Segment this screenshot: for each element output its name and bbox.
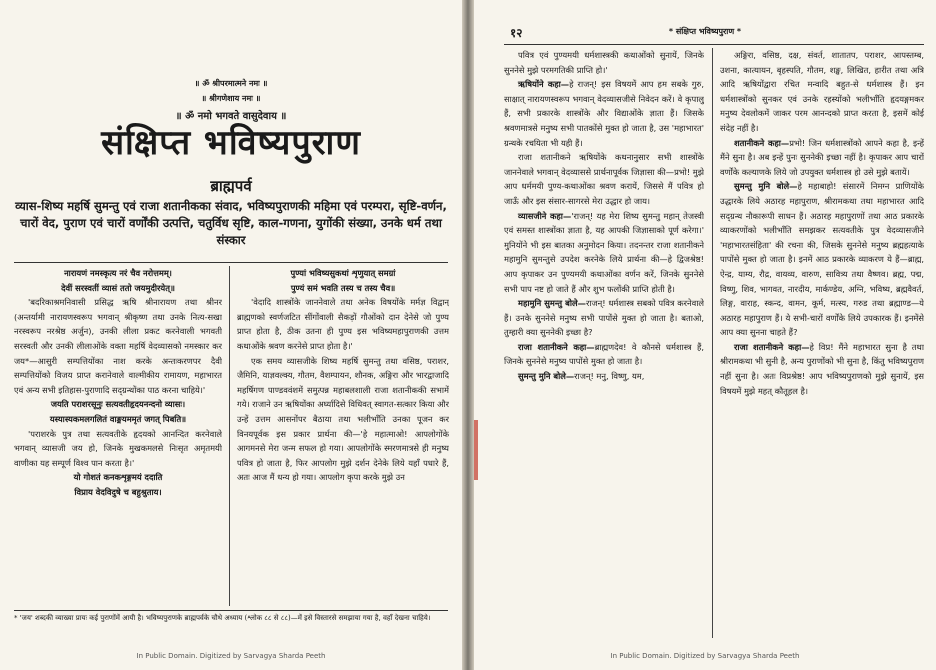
left-page-column-2 xyxy=(237,266,449,606)
book-gutter xyxy=(462,0,474,670)
footnote: * 'जय' शब्दकी व्याख्या प्रायः कई पुराणोंमें आयी है। भविष्यपुराणके ब्राह्मपर्वके चौथे अध्याय (श्लोक ८८ से ८८)—में इसे विस्तारसे समझाया गया है, वहाँ देखना चाहिये। xyxy=(14,614,431,622)
speech-paragraph xyxy=(504,209,704,297)
paragraph: अङ्गिरा, वसिष्ठ, दक्ष, संवर्त, शातातप, पराशर, आपस्तम्ब, उशना, कात्यायन, बृहस्पति, गौतम, शङ्ख, लिखित, हारीत तथा अत्रि आदि ऋषियोंद्वारा रचित मन्वादि बहुत-से धर्मशास्त्र हैं। इन धर्मशास्त्रोंको सुनकर एवं उनके रहस्योंको भलीभाँति हृदयङ्गमकर मनुष्य देवलोकमें जाकर परम आनन्दको प्राप्त करता है, इसमें कोई संदेह नहीं है। xyxy=(720,50,924,133)
verse-line: यस्यास्यकमलगलितं वाङ्मयममृतं जगत् पिबति॥ xyxy=(49,413,187,424)
verse-line: पुण्यं समं भवति तस्य च तस्य चैव॥ xyxy=(290,282,396,293)
verse-line: नारायणं नमस्कृत्य नरं चैव नरोत्तमम्। xyxy=(64,268,172,278)
speaker-label: सुमन्तु मुनि बोले— xyxy=(518,371,575,382)
speech-text: प्रभो! जिन धर्मशास्त्रोंको आपने कहा है, इन्हें मैंने सुना है। अब इन्हें पुनः सुननेकी इच्छा नहीं है। कृपाकर आप चारों वर्णोंके कल्याणके लिये जो उपयुक्त धर्मशास्त्र हो उसे मुझे बतायें। xyxy=(720,137,924,177)
verse-line: पुण्यां भविष्यसुकथां शृणुयात् समग्रां xyxy=(290,268,396,278)
page-number: १२ xyxy=(510,26,523,40)
speaker-label: ऋषियोंने कहा— xyxy=(518,79,570,90)
speech-text: ब्राह्मणदेव! वे कौनसे धर्मशास्त्र हैं, जिनके सुननेसे मनुष्य पापोंसे मुक्त हो जाता है। xyxy=(504,341,704,367)
speech-text: राजन्! धर्मशास्त्र सबको पवित्र करनेवाले हैं। उनके सुननेसे मनुष्य सभी पापोंसे मुक्त हो जाता है। बताओ, तुम्हारी क्या सुननेकी इच्छा है? xyxy=(504,298,704,338)
speech-text: हे महाबाहो! संसारमें निमग्न प्राणियोंके उद्धारके लिये अठारह महापुराण, श्रीरामकथा तथा महाभारत आदि सद्ग्रन्थ नौकारूपी साधन हैं। अठारह महापुराणों तथा आठ प्रकारके व्याकरणोंको भलीभाँति समझकर सत्यवतीके पुत्र वेदव्यासजीने 'महाभारतसंहिता' की रचना की, जिसके सुननेसे मनुष्य ब्रह्महत्याके पापोंसे मुक्त हो जाता है। इनमें आठ प्रकारके व्याकरण ये हैं—ब्राह्म, ऐन्द्र, याम्य, रौद्र, वायव्य, वारुण, सावित्र्य तथा वैष्णव। ब्रह्म, पद्म, विष्णु, शिव, भागवत, नारदीय, मार्कण्डेय, अग्नि, भविष्य, ब्रह्मवैवर्त, लिङ्ग, वाराह, स्कन्द, वामन, कूर्म, मत्स्य, गरुड तथा ब्रह्माण्ड—ये अठारह महापुराण हैं। ये सभी-चारों वर्णोंके लिये उपकारक हैं। इनमेंसे आप क्या सुनना चाहते हैं? xyxy=(720,181,924,338)
footnote-rule xyxy=(14,610,448,611)
chapter-subtitle: व्यास-शिष्य महर्षि सुमन्तु एवं राजा शतानीकका संवाद, भविष्यपुराणकी महिमा एवं परम्परा, सृष्टि-वर्णन, चारों वेद, पुराण एवं चारों वर्णोंकी उत्पत्ति, चतुर्विध सृष्टि, काल-गणना, युगोंकी संख्या, उनके धर्म तथा संस्कार xyxy=(15,199,447,247)
paragraph: 'पराशरके पुत्र तथा सत्यवतीके हृदयको आनन्दित करनेवाले भगवान् व्यासजी जय हो, जिनके मुखकमलसे निःसृत अमृतमयी वाणीका यह सम्पूर्ण विश्व पान करता है।' xyxy=(14,428,222,468)
digitized-note: In Public Domain. Digitized by Sarvagya Sharda Peeth xyxy=(610,652,800,660)
speech-paragraph xyxy=(720,179,924,340)
paragraph: 'बदरिकाश्रमनिवासी प्रसिद्ध ऋषि श्रीनारायण तथा श्रीनर (अन्तर्यामी नारायणस्वरूप भगवान् श्रीकृष्ण तथा उनके नित्य-सखा नरस्वरूप नरश्रेष्ठ अर्जुन), उनकी लीला प्रकट करनेवाली भगवती सरस्वती और उनकी लीलाओंके वक्ता महर्षि वेदव्यासको नमस्कार कर जय*—आसुरी सम्पत्तियोंका नाश करके अन्तःकरणपर दैवी सम्पत्तियोंको विजय प्राप्त करानेवाले वाल्मीकीय रामायण, महाभारत एवं अन्य सभी इतिहास-पुराणादि सद्ग्रन्थोंका पाठ करना चाहिये।' xyxy=(14,297,222,395)
right-page-column-2 xyxy=(720,48,924,644)
paragraph: 'वेदादि शास्त्रोंके जाननेवाले तथा अनेक विषयोंके मर्मज्ञ विद्वान् ब्राह्मणको स्वर्णजटित सींगोंवाली सैकड़ों गौओंको दान देनेसे जो पुण्य प्राप्त होता है, ठीक उतना ही पुण्य इस भविष्यमहापुराणकी उत्तम कथाओंके श्रवण करनेसे प्राप्त होता है।' xyxy=(237,297,449,351)
title-rule xyxy=(14,262,448,263)
book-title: संक्षिप्त भविष्यपुराण xyxy=(101,123,361,163)
column-divider xyxy=(229,266,230,606)
speaker-label: राजा शतानीकने कहा— xyxy=(518,341,595,352)
running-head: * संक्षिप्त भविष्यपुराण * xyxy=(668,27,742,36)
speech-paragraph xyxy=(504,369,704,384)
invocation-1: ॥ ॐ श्रीपरमात्मने नमः ॥ xyxy=(194,79,268,88)
speaker-label: राजा शतानीकने कहा— xyxy=(734,341,810,352)
speech-paragraph xyxy=(504,340,704,369)
speech-paragraph xyxy=(504,296,704,340)
page-edge-mark xyxy=(474,420,478,480)
section-title: ब्राह्मपर्व xyxy=(210,177,252,195)
speech-text: 'राजन्! यह मेरा शिष्य सुमन्तु महान् तेजस्वी एवं समस्त शास्त्रोंका ज्ञाता है, यह आपकी जिज्ञासाको पूर्ण करेगा।' मुनियोंने भी इस बातका अनुमोदन किया। तदनन्तर राजा शतानीकने महामुनि सुमन्तुसे उपदेश करनेके लिये प्रार्थना की—हे द्विजश्रेष्ठ! आप कृपाकर उन पुण्यमयी कथाओंका वर्णन करें, जिनके सुननेसे सभी पाप नष्ट हो जाते हैं और शुभ फलोंकी प्राप्ति होती है। xyxy=(504,210,704,294)
speech-text: राजन्! मनु, विष्णु, यम, xyxy=(574,371,645,382)
invocation-2: ॥ श्रीगणेशाय नमः ॥ xyxy=(201,94,261,103)
speech-paragraph xyxy=(504,77,704,150)
paragraph: पवित्र एवं पुण्यमयी धर्मशास्त्रकी कथाओंको सुनायें, जिनके सुननेसे मुझे परमगतिकी प्राप्ति हो।' xyxy=(504,50,704,75)
speech-text: हे विप्र! मैंने महाभारत सुना है तथा श्रीरामकथा भी सुनी है, अन्य पुराणोंको भी सुना है, किंतु भविष्यपुराण नहीं सुना है। अतः विप्रश्रेष्ठ! आप भविष्यपुराणको मुझे सुनायें, इस विषयमें मुझे महत् कौतूहल है। xyxy=(720,341,924,396)
paragraph: एक समय व्यासजीके शिष्य महर्षि सुमन्तु तथा वसिष्ठ, पराशर, जैमिनि, याज्ञवल्क्य, गौतम, वैशम्पायन, शौनक, अङ्गिरा और भारद्वाजादि महर्षिगण पाण्डववंशमें समुत्पन्न महाबलशाली राजा शतानीककी सभामें गये। राजाने उन ऋषियोंका अर्घ्यादिसे विधिवत् स्वागत-सत्कार किया और उन्हें उत्तम आसनोंपर बैठाया तथा भलीभाँति उनका पूजन कर विनयपूर्वक इस प्रकार प्रार्थना की—'हे महात्माओ! आपलोगोंके आगमनसे मेरा जन्म सफल हो गया। आपलोगोंके स्मरणमात्रसे ही मनुष्य पवित्र हो जाता है, फिर आपलोग मुझे दर्शन देनेके लिये यहाँ पधारे हैं, अतः आज मैं धन्य हो गया। आपलोग कृपा करके मुझे उन xyxy=(237,355,449,483)
verse-line: यो गोशतं कनकशृङ्गमयं ददाति xyxy=(73,472,163,483)
verse-line: देवीं सरस्वतीं व्यासं ततो जयमुदीरयेत्॥ xyxy=(61,282,175,293)
speech-paragraph xyxy=(720,340,924,398)
speech-paragraph xyxy=(720,136,924,180)
left-page-column-1 xyxy=(14,266,222,606)
speaker-label: सुमन्तु मुनि बोले— xyxy=(734,181,798,192)
verse-line: विप्राय वेदविदुषे च बहुश्रुताय। xyxy=(74,486,162,497)
speaker-label: व्यासजीने कहा— xyxy=(518,210,572,221)
speaker-label: शतानीकने कहा— xyxy=(734,137,790,148)
column-divider xyxy=(712,48,713,638)
right-page-column-1 xyxy=(504,48,704,644)
right-page xyxy=(474,0,936,670)
verse-line: जयति पराशरसूनुः सत्यवतीहृदयनन्दनो व्यासः। xyxy=(50,399,186,410)
invocation-3: ॥ ॐ नमो भगवते वासुदेवाय ॥ xyxy=(175,111,287,122)
header-rule xyxy=(504,44,924,45)
speaker-label: महामुनि सुमन्तु बोले— xyxy=(518,298,586,309)
speech-text: हे राजन्! इस विषयमें आप हम सबके गुरु, साक्षात् नारायणस्वरूप भगवान् वेदव्यासजीसे निवेदन करें। वे कृपालु हैं, सभी प्रकारके शास्त्रोंके और विद्याओंके ज्ञाता हैं। जिसके श्रवणमात्रसे मनुष्य सभी पातकोंसे मुक्त हो जाता है, उस 'महाभारत' ग्रन्थके रचयिता भी यही हैं। xyxy=(504,79,704,148)
paragraph: राजा शतानीकने ऋषियोंके कथनानुसार सभी शास्त्रोंके जाननेवाले भगवान् वेदव्याससे प्रार्थनापूर्वक जिज्ञासा की—प्रभो! मुझे आप धर्ममयी पुण्य-कथाओंका श्रवण करायें, जिससे मैं पवित्र हो जाऊँ और इस संसार-सागरसे मेरा उद्धार हो जाय। xyxy=(504,152,704,206)
left-page xyxy=(0,0,462,670)
digitized-note: In Public Domain. Digitized by Sarvagya Sharda Peeth xyxy=(136,652,326,660)
